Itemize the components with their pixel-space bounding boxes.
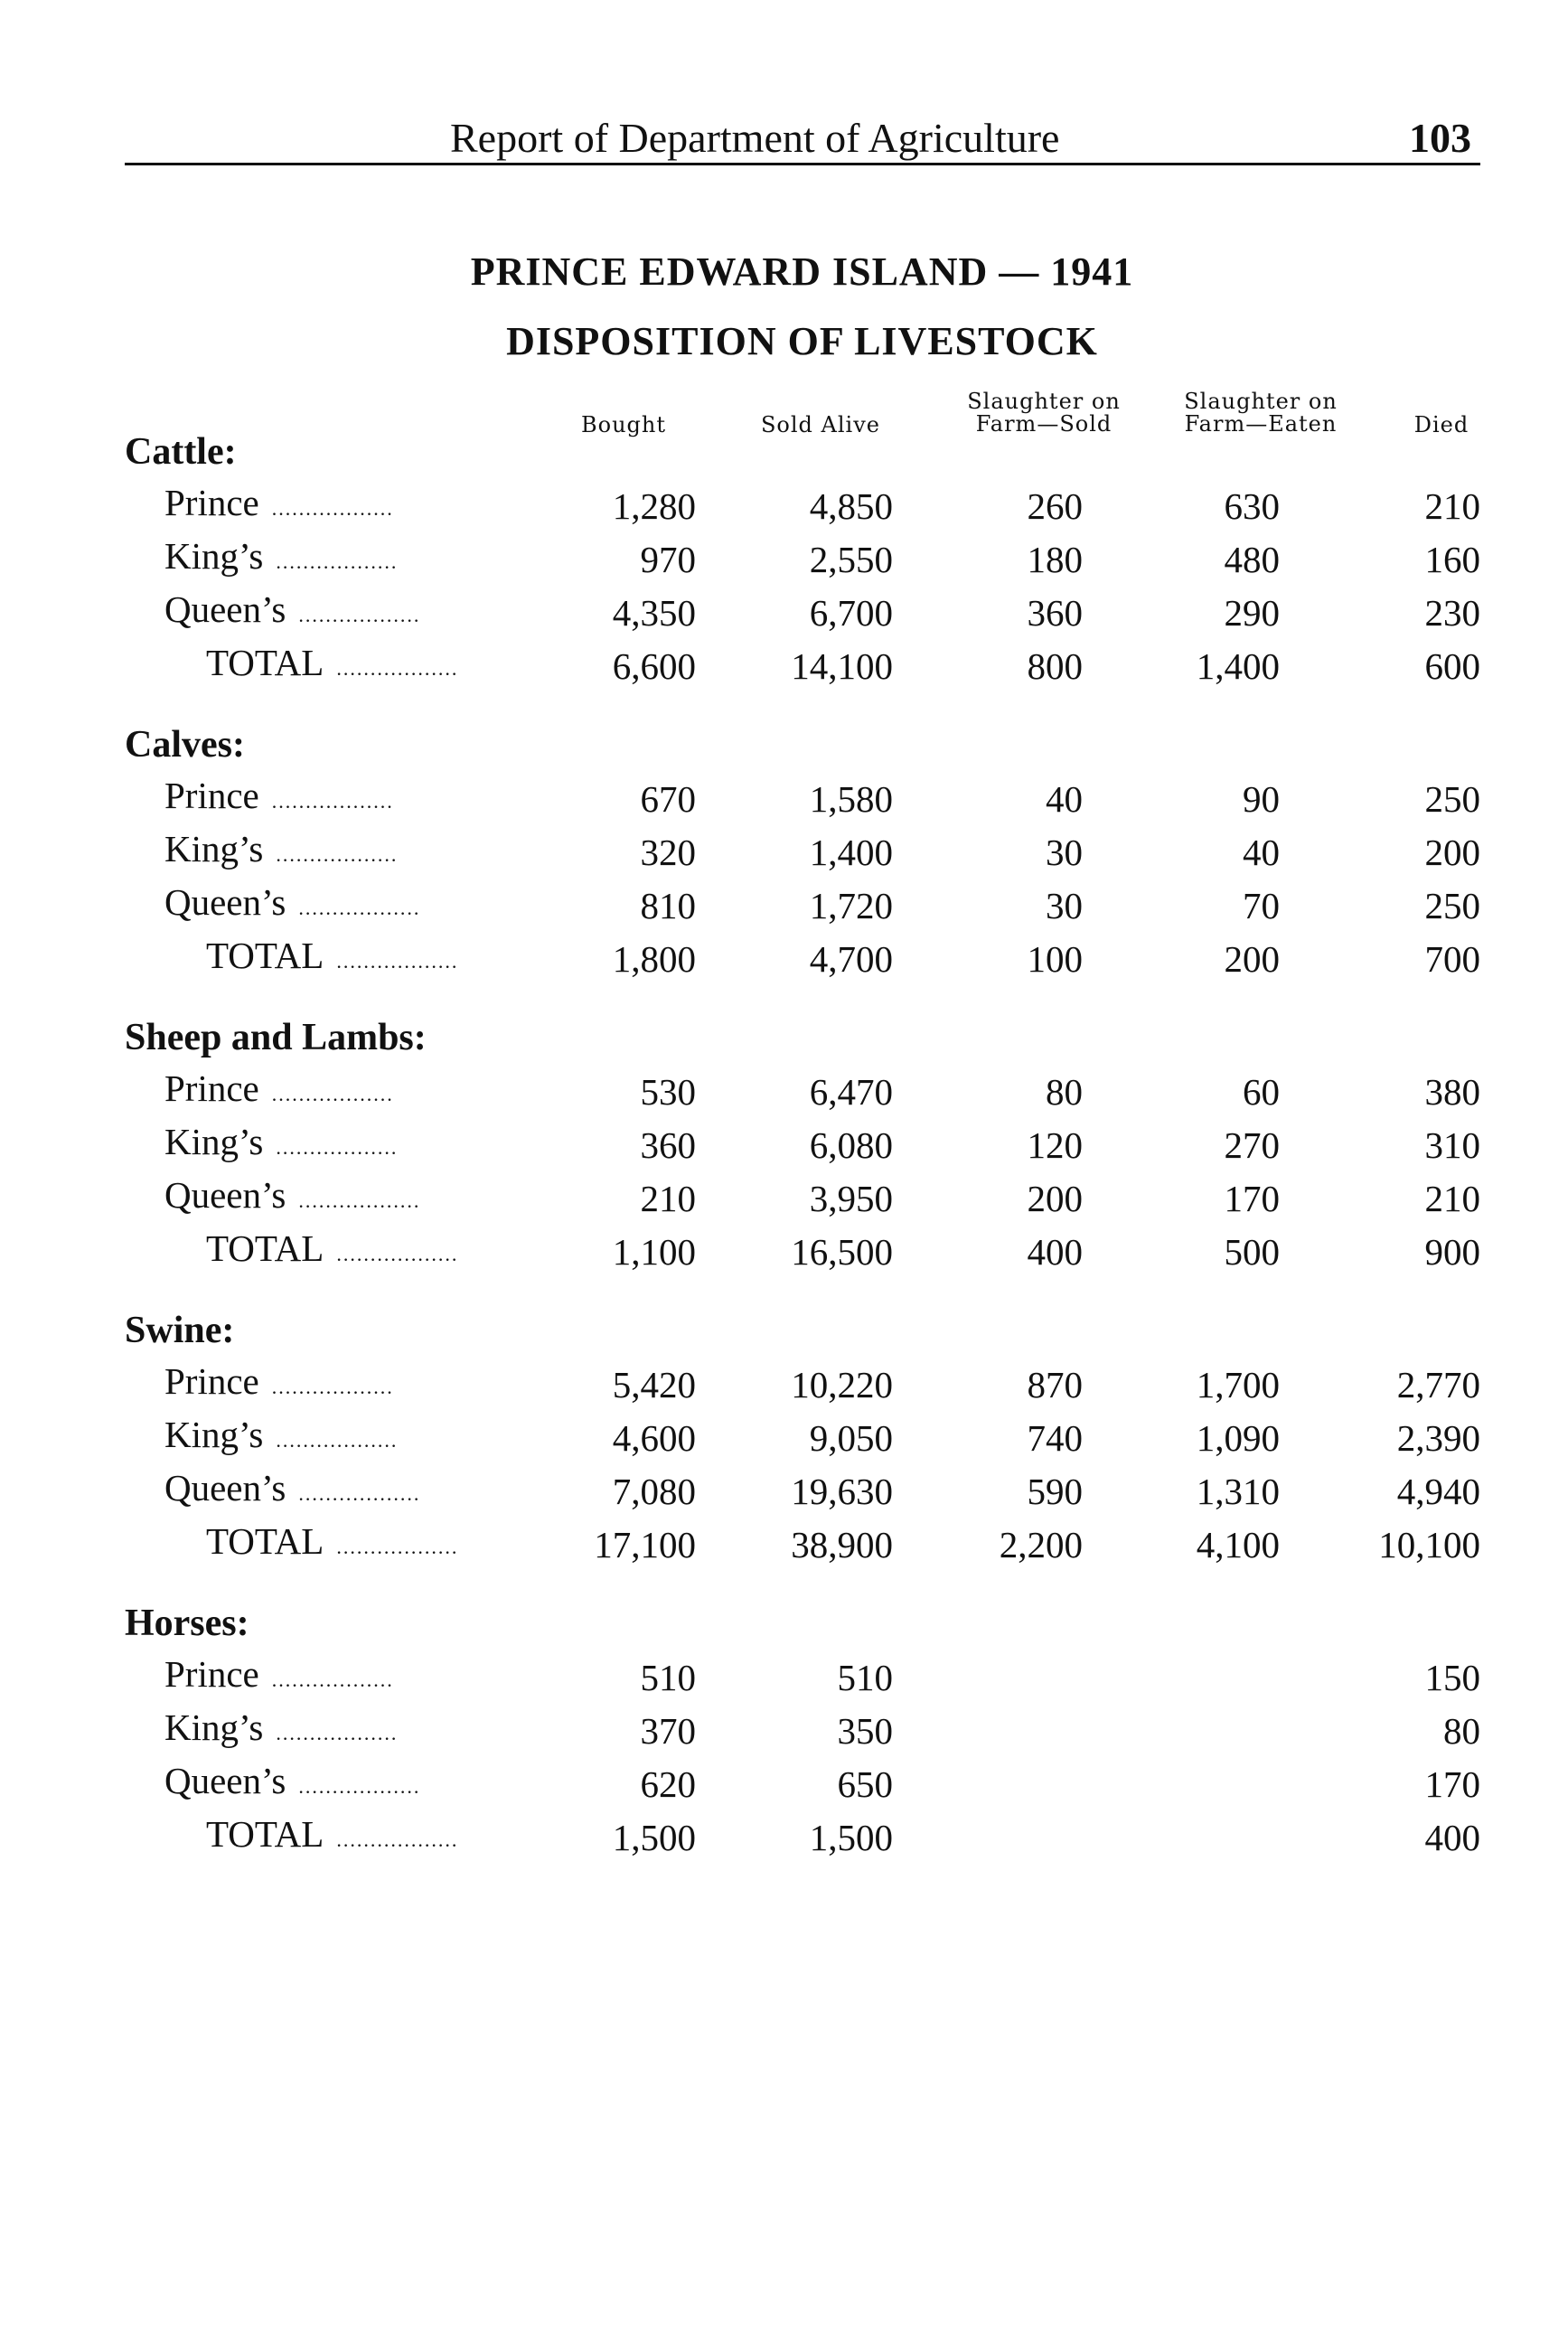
total-row [125,639,1480,692]
total-row [125,1518,1480,1571]
cell-sold-alive: 2,550 [809,538,893,580]
leader-dots: .................. [271,1376,394,1398]
cell-bought: 6,600 [612,644,696,687]
cell-died: 400 [1424,1816,1480,1858]
cell-sold-alive: 4,700 [809,937,893,980]
cell-died: 250 [1424,777,1480,820]
row-label: TOTAL [206,1520,324,1562]
cell-slaughter-eaten [1083,1650,1280,1704]
cell-slaughter-sold: 400 [1027,1230,1083,1273]
cell-slaughter-eaten: 40 [1243,831,1280,873]
column-header-slaughter-eaten-line2: Farm—Eaten [1184,411,1338,437]
empty-cell [696,1278,893,1358]
column-header-bought-text: Bought [580,412,666,437]
row-label-cell [125,1171,504,1225]
table-row [125,1171,1480,1225]
leader-dots: .................. [276,1136,399,1159]
table-row [125,586,1480,639]
empty-cell [893,1278,1083,1358]
cell-bought: 1,500 [612,1816,696,1858]
empty-cell [1280,425,1480,479]
table-row [125,532,1480,586]
table-row [125,1065,1480,1118]
cell-slaughter-eaten: 480 [1224,538,1280,580]
cell-slaughter-sold [893,1757,1083,1810]
row-label-cell [125,1810,504,1864]
empty-cell [696,425,893,479]
cell-died: 200 [1424,831,1480,873]
table-row [125,1704,1480,1757]
row-label: King’s [164,1706,264,1748]
row-label-cell [125,479,504,532]
cell-slaughter-eaten: 500 [1224,1230,1280,1273]
row-label: TOTAL [206,935,324,976]
cell-slaughter-sold: 80 [1046,1070,1083,1113]
leader-dots: .................. [298,1775,421,1798]
table-row [125,1464,1480,1518]
cell-slaughter-eaten: 1,400 [1196,644,1280,687]
cell-sold-alive: 38,900 [791,1523,893,1565]
cell-slaughter-sold: 100 [1027,937,1083,980]
cell-died: 230 [1424,591,1480,634]
empty-cell [1083,425,1280,479]
column-header-sold-alive-text: Sold Alive [760,412,880,437]
cell-bought: 970 [640,538,696,580]
cell-died: 2,770 [1396,1363,1480,1405]
cell-slaughter-sold [893,1704,1083,1757]
row-label-cell [125,1518,504,1571]
row-label-cell [125,932,504,985]
row-label: TOTAL [206,642,324,683]
row-label-cell [125,1757,504,1810]
cell-slaughter-sold: 40 [1046,777,1083,820]
cell-sold-alive: 650 [837,1762,893,1805]
cell-slaughter-eaten: 1,090 [1196,1416,1280,1459]
cell-died: 150 [1424,1656,1480,1698]
cell-bought: 4,350 [612,591,696,634]
empty-cell [1280,985,1480,1065]
cell-bought: 530 [640,1070,696,1113]
running-title: Report of Department of Agriculture [450,115,1060,161]
row-label: Prince [164,1360,259,1402]
cell-slaughter-sold: 120 [1027,1123,1083,1166]
cell-slaughter-eaten: 70 [1243,884,1280,926]
row-label-cell [125,1650,504,1704]
row-label: Queen’s [164,588,286,630]
empty-cell [893,425,1083,479]
row-label: Prince [164,482,259,523]
cell-sold-alive: 16,500 [791,1230,893,1273]
row-label: Queen’s [164,881,286,923]
leader-dots: .................. [271,497,394,520]
table-row [125,479,1480,532]
row-label-cell [125,1118,504,1171]
cell-died: 310 [1424,1123,1480,1166]
cell-died: 10,100 [1378,1523,1480,1565]
cell-slaughter-eaten: 4,100 [1196,1523,1280,1565]
row-label-cell [125,825,504,879]
cell-bought: 5,420 [612,1363,696,1405]
livestock-table [125,425,1480,1864]
section-title: Sheep and Lambs: [125,1017,427,1058]
cell-bought: 670 [640,777,696,820]
table-row [125,1411,1480,1464]
cell-died: 700 [1424,937,1480,980]
row-label-cell [125,1358,504,1411]
empty-cell [1280,1278,1480,1358]
leader-dots: .................. [271,1668,394,1691]
empty-cell [504,425,696,479]
cell-sold-alive: 510 [837,1656,893,1698]
column-header-slaughter-sold-line2: Farm—Sold [975,411,1113,437]
leader-dots: .................. [336,657,459,680]
cell-bought: 7,080 [612,1470,696,1512]
cell-died: 80 [1443,1709,1480,1752]
row-label-cell [125,639,504,692]
empty-cell [504,985,696,1065]
cell-died: 210 [1424,1177,1480,1219]
cell-died: 210 [1424,484,1480,527]
cell-slaughter-sold: 2,200 [999,1523,1083,1565]
row-label-cell [125,772,504,825]
cell-died: 900 [1424,1230,1480,1273]
empty-cell [504,1278,696,1358]
row-label: Prince [164,1067,259,1109]
cell-bought: 17,100 [594,1523,696,1565]
cell-slaughter-sold [893,1810,1083,1864]
cell-bought: 370 [640,1709,696,1752]
cell-slaughter-sold: 800 [1027,644,1083,687]
table-row [125,825,1480,879]
empty-cell [893,985,1083,1065]
row-label: King’s [164,1121,264,1162]
cell-slaughter-sold: 180 [1027,538,1083,580]
row-label: Queen’s [164,1174,286,1216]
column-header-died-text: Died [1413,412,1469,437]
cell-sold-alive: 1,720 [809,884,893,926]
section-title: Swine: [125,1310,235,1351]
leader-dots: .................. [298,604,421,626]
row-label-cell [125,879,504,932]
cell-slaughter-eaten: 630 [1224,484,1280,527]
leader-dots: .................. [336,950,459,973]
cell-slaughter-eaten: 60 [1243,1070,1280,1113]
leader-dots: .................. [336,1828,459,1851]
row-label-cell [125,1411,504,1464]
cell-bought: 4,600 [612,1416,696,1459]
leader-dots: .................. [336,1243,459,1265]
cell-sold-alive: 10,220 [791,1363,893,1405]
cell-slaughter-eaten: 170 [1224,1177,1280,1219]
table-row [125,1358,1480,1411]
row-label-cell [125,1225,504,1278]
table-row [125,1757,1480,1810]
table-row [125,879,1480,932]
cell-slaughter-eaten [1083,1704,1280,1757]
cell-died: 600 [1424,644,1480,687]
cell-slaughter-sold: 740 [1027,1416,1083,1459]
cell-slaughter-sold: 260 [1027,484,1083,527]
cell-slaughter-sold [893,1650,1083,1704]
section-header-row [125,692,1480,772]
row-label: Prince [164,775,259,816]
empty-cell [504,1571,696,1650]
leader-dots: .................. [271,790,394,813]
row-label: TOTAL [206,1813,324,1855]
cell-died: 2,390 [1396,1416,1480,1459]
empty-cell [1083,1571,1280,1650]
leader-dots: .................. [336,1536,459,1558]
empty-cell [893,692,1083,772]
row-label-cell [125,1464,504,1518]
empty-cell [1280,692,1480,772]
cell-sold-alive: 9,050 [809,1416,893,1459]
section-header-row [125,1571,1480,1650]
section-header-row [125,1278,1480,1358]
empty-cell [696,985,893,1065]
cell-slaughter-eaten: 1,310 [1196,1470,1280,1512]
section-header-row [125,425,1480,479]
section-title: Cattle: [125,431,237,473]
total-row [125,932,1480,985]
section-header-row [125,985,1480,1065]
cell-sold-alive: 6,700 [809,591,893,634]
cell-died: 380 [1424,1070,1480,1113]
cell-bought: 1,100 [612,1230,696,1273]
empty-cell [1083,985,1280,1065]
row-label: TOTAL [206,1227,324,1269]
empty-cell [1083,1278,1280,1358]
leader-dots: .................. [298,1482,421,1505]
cell-slaughter-eaten [1083,1757,1280,1810]
cell-died: 160 [1424,538,1480,580]
empty-cell [696,692,893,772]
cell-bought: 810 [640,884,696,926]
empty-cell [1083,692,1280,772]
cell-died: 4,940 [1396,1470,1480,1512]
row-label: King’s [164,535,264,577]
row-label: King’s [164,828,264,870]
cell-sold-alive: 6,080 [809,1123,893,1166]
cell-slaughter-sold: 870 [1027,1363,1083,1405]
leader-dots: .................. [276,550,399,573]
row-label-cell [125,586,504,639]
cell-sold-alive: 1,400 [809,831,893,873]
leader-dots: .................. [276,1429,399,1452]
cell-bought: 320 [640,831,696,873]
table-subtitle: DISPOSITION OF LIVESTOCK [506,319,1098,363]
cell-died: 170 [1424,1762,1480,1805]
table-row [125,772,1480,825]
cell-died: 250 [1424,884,1480,926]
table-row [125,1118,1480,1171]
column-header-slaughter-sold-line1: Slaughter on [967,389,1121,414]
row-label-cell [125,1704,504,1757]
cell-slaughter-sold: 30 [1046,884,1083,926]
total-row [125,1225,1480,1278]
cell-bought: 210 [640,1177,696,1219]
cell-sold-alive: 6,470 [809,1070,893,1113]
cell-bought: 620 [640,1762,696,1805]
page-number: 103 [1409,115,1471,161]
livestock-table-body [125,425,1480,1864]
cell-slaughter-sold: 590 [1027,1470,1083,1512]
leader-dots: .................. [298,1189,421,1212]
page-header [125,108,1480,165]
cell-bought: 1,800 [612,937,696,980]
row-label: Queen’s [164,1467,286,1509]
cell-slaughter-eaten: 1,700 [1196,1363,1280,1405]
cell-sold-alive: 1,580 [809,777,893,820]
leader-dots: .................. [276,1722,399,1744]
section-title: Calves: [125,724,245,766]
row-label-cell [125,532,504,586]
section-title: Horses: [125,1603,249,1644]
cell-slaughter-sold: 200 [1027,1177,1083,1219]
table-row [125,1650,1480,1704]
total-row [125,1810,1480,1864]
empty-cell [893,1571,1083,1650]
empty-cell [1280,1571,1480,1650]
empty-cell [696,1571,893,1650]
cell-sold-alive: 19,630 [791,1470,893,1512]
row-label: Queen’s [164,1760,286,1801]
cell-sold-alive: 350 [837,1709,893,1752]
cell-sold-alive: 4,850 [809,484,893,527]
empty-cell [504,692,696,772]
leader-dots: .................. [298,897,421,919]
leader-dots: .................. [276,843,399,866]
cell-slaughter-sold: 30 [1046,831,1083,873]
row-label: Prince [164,1653,259,1695]
row-label-cell [125,1065,504,1118]
cell-sold-alive: 14,100 [791,644,893,687]
cell-bought: 510 [640,1656,696,1698]
cell-slaughter-eaten: 200 [1224,937,1280,980]
cell-sold-alive: 1,500 [809,1816,893,1858]
cell-slaughter-sold: 360 [1027,591,1083,634]
cell-slaughter-eaten: 90 [1243,777,1280,820]
table-title: PRINCE EDWARD ISLAND — 1941 [470,249,1134,294]
cell-slaughter-eaten: 290 [1224,591,1280,634]
cell-sold-alive: 3,950 [809,1177,893,1219]
cell-slaughter-eaten: 270 [1224,1123,1280,1166]
cell-bought: 360 [640,1123,696,1166]
cell-bought: 1,280 [612,484,696,527]
column-header-slaughter-eaten-line1: Slaughter on [1184,389,1338,414]
cell-slaughter-eaten [1083,1810,1280,1864]
row-label: King’s [164,1414,264,1455]
leader-dots: .................. [271,1083,394,1105]
